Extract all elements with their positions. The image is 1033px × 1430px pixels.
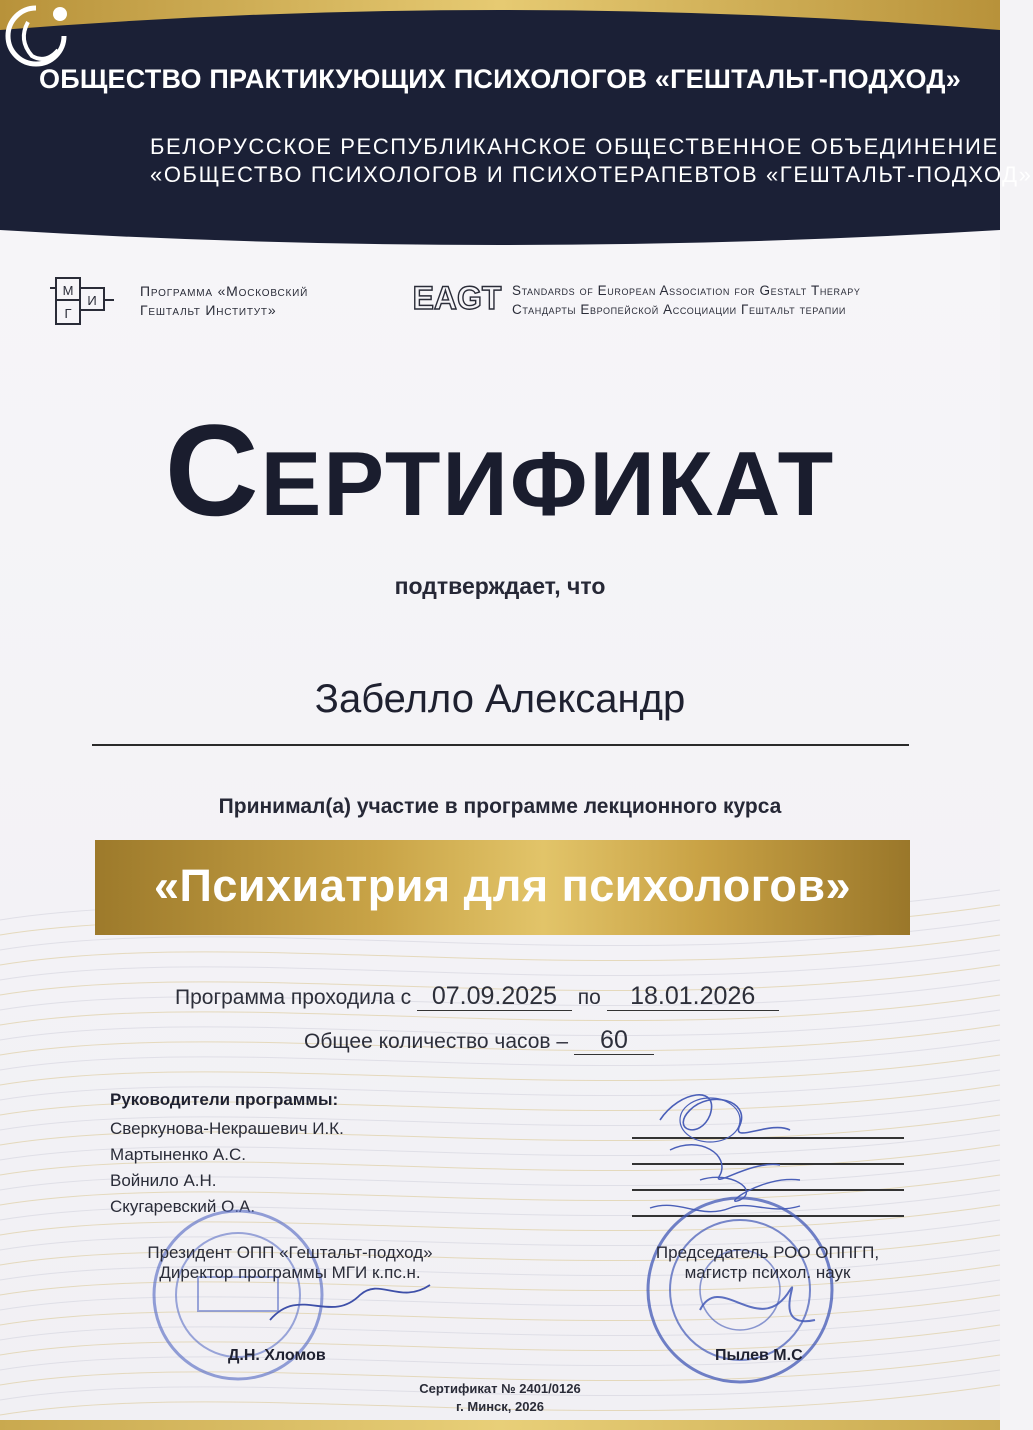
- dates-prefix: Программа проходила с: [175, 986, 412, 1009]
- eagt-mark: EAGT: [412, 280, 502, 316]
- eagt-line1: Standards of European Association for Gestalt Therapy: [512, 283, 861, 298]
- footer-gold-band: [0, 1420, 1000, 1430]
- leader-name: Сверкунова-Некрашевич И.К.: [110, 1119, 344, 1138]
- mgi-line1: Программа «Московский: [140, 283, 309, 299]
- wave-line: [0, 950, 1000, 980]
- right-signatory-line1: Председатель РОО ОППГП,: [655, 1243, 880, 1262]
- hours-row: [304, 1027, 654, 1055]
- left-signatory-line2: Директор программы МГИ к.пс.н.: [159, 1263, 421, 1282]
- recipient-name: Забелло Александр: [314, 677, 686, 721]
- participation-text: Принимал(а) участие в программе лекционного курса: [218, 795, 782, 818]
- right-signatory-line2: магистр психол. наук: [684, 1263, 851, 1282]
- course-title: «Психиатрия для психологов»: [153, 860, 852, 911]
- recipient-underline: [92, 744, 909, 746]
- header-band: [0, 0, 1033, 250]
- organization-subtitle-line2: «ОБЩЕСТВО ПСИХОЛОГОВ И ПСИХОТЕРАПЕВТОВ «ГЕШТАЛЬТ-ПОДХОД»: [150, 162, 1033, 187]
- mgi-letter-i: И: [87, 293, 97, 308]
- mgi-program-label: [140, 282, 308, 320]
- certificate-title: Сертификат: [164, 397, 836, 543]
- eagt-logo-icon: [412, 280, 502, 316]
- date-from: 07.09.2025: [417, 983, 572, 1011]
- wave-line: [0, 935, 1000, 965]
- leaders-heading: Руководители программы:: [110, 1090, 339, 1109]
- leader-name: Мартыненко А.С.: [110, 1145, 246, 1164]
- confirms-text: подтверждает, что: [394, 573, 606, 599]
- certificate-footer: [0, 1380, 1000, 1416]
- leader-name: Скугаревский О.А.: [110, 1197, 256, 1216]
- certificate-number: Сертификат № 2401/0126: [419, 1381, 581, 1396]
- eagt-line2: Стандарты Европейской Ассоциации Гештальт терапии: [512, 302, 846, 317]
- mgi-logo-icon: [50, 272, 114, 332]
- right-signatory-name: Пылев М.С: [715, 1347, 803, 1364]
- date-to: 18.01.2026: [607, 983, 779, 1011]
- left-signatory-line1: Президент ОПП «Гештальт-подход»: [147, 1243, 433, 1262]
- program-dates-row: [175, 983, 779, 1011]
- organization-subtitle-line1: БЕЛОРУССКОЕ РЕСПУБЛИКАНСКОЕ ОБЩЕСТВЕННОЕ ОБЪЕДИНЕНИЕ: [150, 134, 999, 159]
- hours-value: 60: [574, 1027, 654, 1055]
- mgi-line2: Гештальт Институт»: [140, 302, 277, 318]
- mgi-letter-g: Г: [64, 306, 72, 321]
- right-signatory-title: [630, 1243, 905, 1283]
- mgi-letter-m: М: [62, 283, 74, 298]
- hours-prefix: Общее количество часов –: [304, 1030, 569, 1053]
- dates-mid: по: [577, 986, 601, 1009]
- wave-line: [0, 1055, 1000, 1085]
- certificate-place-year: г. Минск, 2026: [456, 1399, 544, 1414]
- left-signatory-title: [110, 1243, 470, 1283]
- eagt-standards-label: [512, 281, 860, 319]
- left-signatory-name: Д.Н. Хломов: [228, 1347, 326, 1364]
- organization-title: ОБЩЕСТВО ПРАКТИКУЮЩИХ ПСИХОЛОГОВ «ГЕШТАЛЬТ-ПОДХОД»: [39, 64, 961, 94]
- leader-name: Войнило А.Н.: [110, 1171, 217, 1190]
- gestalt-logo-icon: [0, 0, 74, 74]
